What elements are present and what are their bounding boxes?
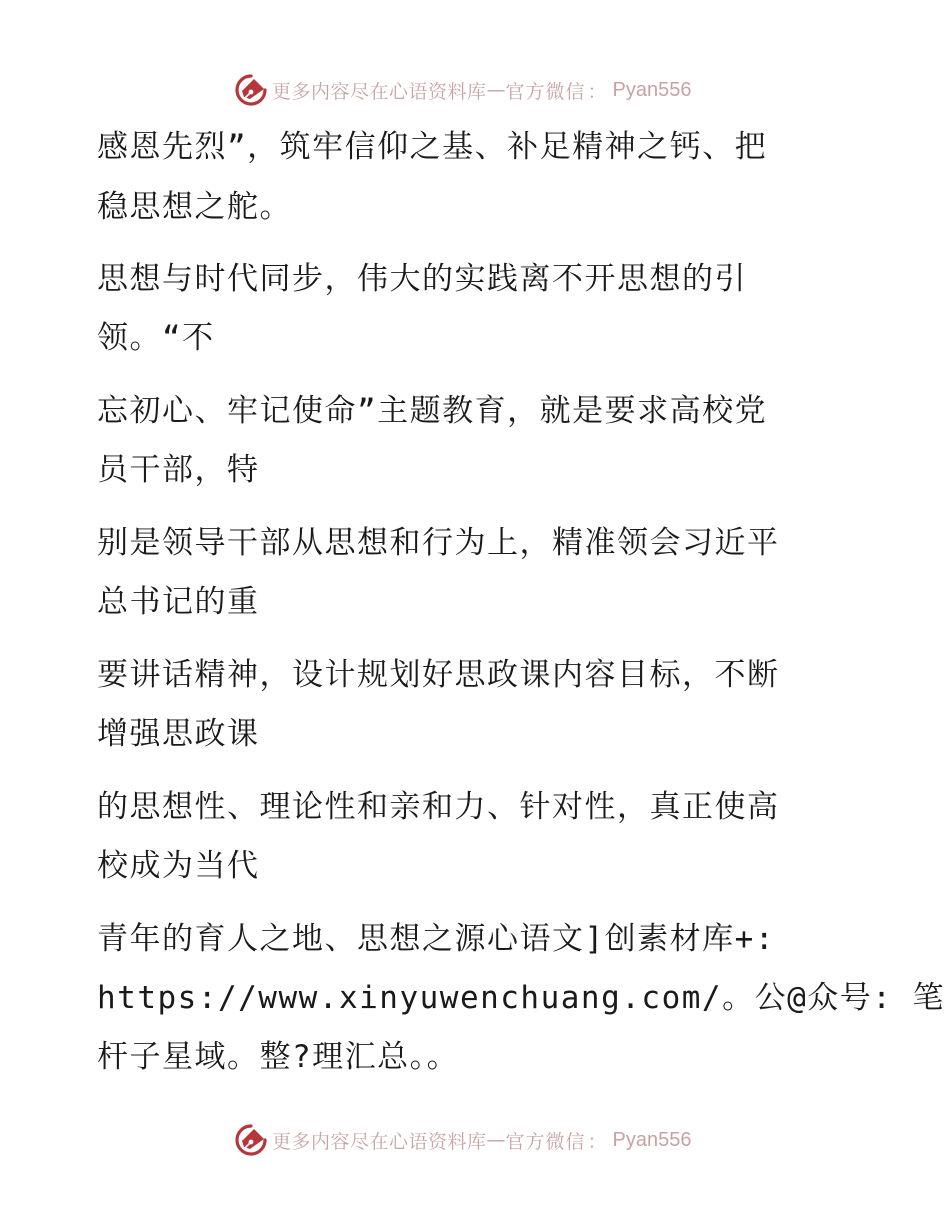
body-line: 总书记的重 — [97, 584, 260, 620]
banner-site-text: 更多内容尽在心语资料库 — [272, 1130, 487, 1153]
body-line: 杆子星域。整?理汇总。。 — [97, 1039, 460, 1075]
body-line: 忘初心、牢记使命”主题教育，就是要求高校党 — [97, 393, 768, 429]
header-banner — [234, 70, 714, 110]
banner-wechat-label: 官方微信 — [505, 1130, 586, 1153]
banner-site-text: 更多内容尽在心语资料库 — [272, 80, 487, 103]
body-line: 要讲话精神，设计规划好思政课内容目标，不断 — [97, 657, 780, 693]
banner-wechat-id: Pyan556 — [612, 1128, 692, 1151]
banner-colon: ： — [587, 1130, 607, 1153]
banner-separator: — — [486, 79, 506, 101]
body-line: 思想与时代同步，伟大的实践离不开思想的引 — [97, 261, 747, 297]
body-line: 青年的育人之地、思想之源心语文]创素材库+: — [97, 921, 775, 957]
body-line: 的思想性、理论性和亲和力、针对性，真正使高 — [97, 789, 780, 825]
body-line: https://www.xinyuwenchuang.com/。公@众号: 笔 — [97, 980, 946, 1016]
body-line: 员干部，特 — [97, 452, 260, 488]
banner-wechat-id: Pyan556 — [612, 78, 692, 101]
body-line: 别是领导干部从思想和行为上，精准领会习近平 — [97, 525, 780, 561]
banner-separator: — — [486, 1129, 506, 1151]
pen-nib-logo-icon — [234, 1123, 268, 1157]
banner-colon: ： — [587, 80, 607, 103]
footer-banner — [234, 1120, 714, 1160]
body-line: 领。“不 — [97, 320, 215, 356]
body-line: 感恩先烈”，筑牢信仰之基、补足精神之钙、把 — [97, 129, 768, 165]
body-line: 增强思政课 — [97, 716, 260, 752]
banner-wechat-label: 官方微信 — [505, 80, 586, 103]
body-line: 校成为当代 — [97, 848, 260, 884]
pen-nib-logo-icon — [234, 73, 268, 107]
body-line: 稳思想之舵。 — [97, 189, 292, 225]
